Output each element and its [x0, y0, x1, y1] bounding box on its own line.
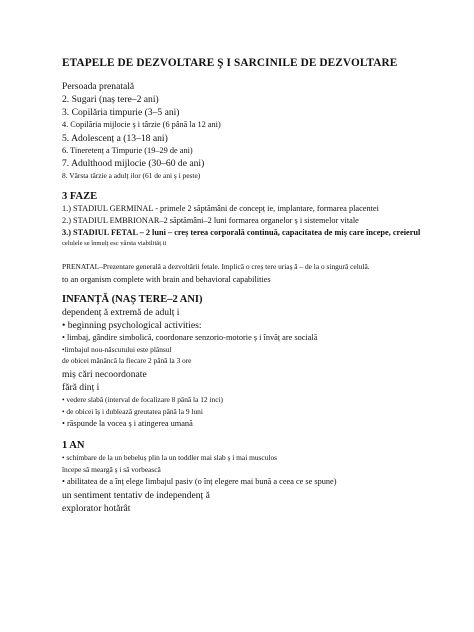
an1-line: • abilitatea de a înț elege limbajul pasiv (o înț elegere mai bună a ceea ce se spune): [62, 477, 337, 486]
an1-line: explorator hotărât: [62, 503, 131, 514]
an1-line: începe să meargă ș i să vorbească: [62, 465, 161, 474]
infanta-line: miș cări necoordonate: [62, 369, 147, 380]
faze-item-continuation: celulele se înmulț esc vârsta viabilităț ii: [62, 240, 167, 247]
infanta-line: • beginning psychological activities:: [62, 320, 202, 331]
infanta-heading: INFANȚĂ (NAȘ TERE–2 ANI): [62, 294, 203, 305]
faze-item: 3.) STADIUL FETAL – 2 luni – creș terea corporală continuă, capacitatea de miș care începe, creierul: [62, 228, 421, 237]
an1-heading: 1 AN: [62, 440, 85, 451]
faze-item: 2.) STADIUL EMBRIONAR–2 săptămâni–2 luni formarea organelor ș i sistemelor vitale: [62, 216, 359, 225]
faze-item: 1.) STADIUL GERMINAL - primele 2 săptămâni de concepț ie, implantare, formarea placentei: [62, 204, 379, 213]
an1-line: un sentiment tentativ de independenț ă: [62, 490, 210, 501]
infanta-line: •limbajul nou-născutului este plânsul: [62, 345, 172, 354]
infanta-line: • răspunde la vocea ș i atingerea umană: [62, 419, 193, 428]
infanta-line: • de obicei îș i dublează greutatea până la 9 luni: [62, 407, 203, 416]
infanta-line: fără dinț i: [62, 382, 100, 393]
period-item: 4. Copilăria mijlocie ș i târzie (6 până la 12 ani): [62, 120, 221, 129]
infanta-line: • limbaj, gândire simbolică, coordonare senzorio-motorie ș i învăț are socială: [62, 333, 318, 342]
period-item: 3. Copilăria timpurie (3–5 ani): [62, 107, 180, 118]
period-item: 7. Adulthood mijlocie (30–60 de ani): [62, 158, 205, 169]
infanta-line: dependenț ă extremă de adulț i: [62, 307, 180, 318]
period-item: 8. Vârsta târzie a adulț ilor (61 de ani ș i peste): [62, 171, 201, 180]
period-item: 6. Tineretenț a Timpurie (19–29 de ani): [62, 146, 193, 155]
document-title: ETAPELE DE DEZVOLTARE Ş I SARCINILE DE DEZVOLTARE: [62, 57, 398, 69]
infanta-line: de obicei mănâncă la fiecare 2 până la 3 ore: [62, 356, 192, 365]
infanta-line: • vedere slabă (interval de focalizare 8 până la 12 inci): [62, 395, 223, 404]
period-item: 5. Adolescenț a (13–18 ani): [62, 133, 168, 144]
prenatal-line: PRENATAL–Prezentare generală a dezvoltării fetale. Implică o creș tere uriaș ă – de la o singură celulă.: [62, 262, 370, 271]
periods-heading: Persoada prenatală: [62, 81, 135, 92]
an1-line: • schimbare de la un bebeluș plin la un toddler mai slab ș i mai musculos: [62, 453, 278, 462]
prenatal-line: to an organism complete with brain and behavioral capabilities: [62, 275, 271, 284]
period-item: 2. Sugari (naș tere–2 ani): [62, 94, 159, 105]
faze-heading: 3 FAZE: [62, 191, 98, 202]
